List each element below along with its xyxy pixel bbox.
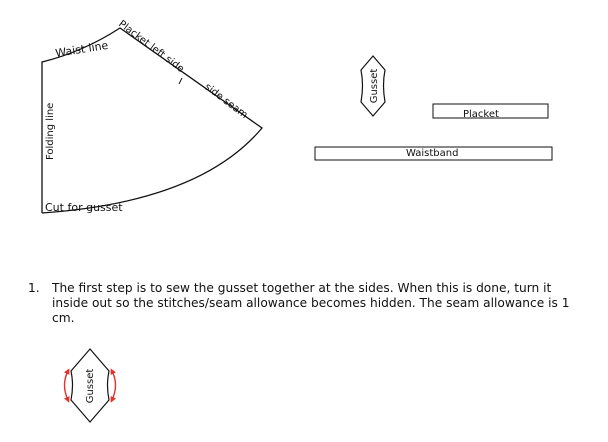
step-text: The first step is to sew the gusset together at the sides. When this is done, turn it inside out so the stitches/seam allowance becomes hidden. The seam allowance is 1 cm.	[52, 281, 570, 325]
left-sew-arrow	[65, 371, 69, 400]
placket-label: Placket	[463, 109, 499, 120]
step-number: 1.	[28, 281, 40, 295]
waist-line-label: Waist line	[54, 38, 110, 60]
side-seam-label: side seam	[202, 81, 250, 122]
placket-left-side-label: Placket left side	[116, 18, 186, 75]
folding-line-label: Folding line	[45, 102, 56, 160]
waistband-label: Waistband	[406, 148, 459, 159]
step-illustration	[65, 349, 116, 422]
gusset-piece	[361, 56, 385, 116]
step-1	[28, 281, 588, 326]
right-sew-arrow	[112, 371, 116, 400]
placket-mark	[179, 78, 182, 84]
waistband-piece	[315, 147, 552, 160]
gusset-illustration-label: Gusset	[85, 368, 96, 404]
instructions-list	[28, 281, 588, 326]
main-pattern-piece	[42, 19, 262, 214]
gusset-label: Gusset	[369, 68, 380, 104]
placket-piece	[433, 104, 548, 120]
cut-for-gusset-label: Cut for gusset	[45, 201, 123, 214]
